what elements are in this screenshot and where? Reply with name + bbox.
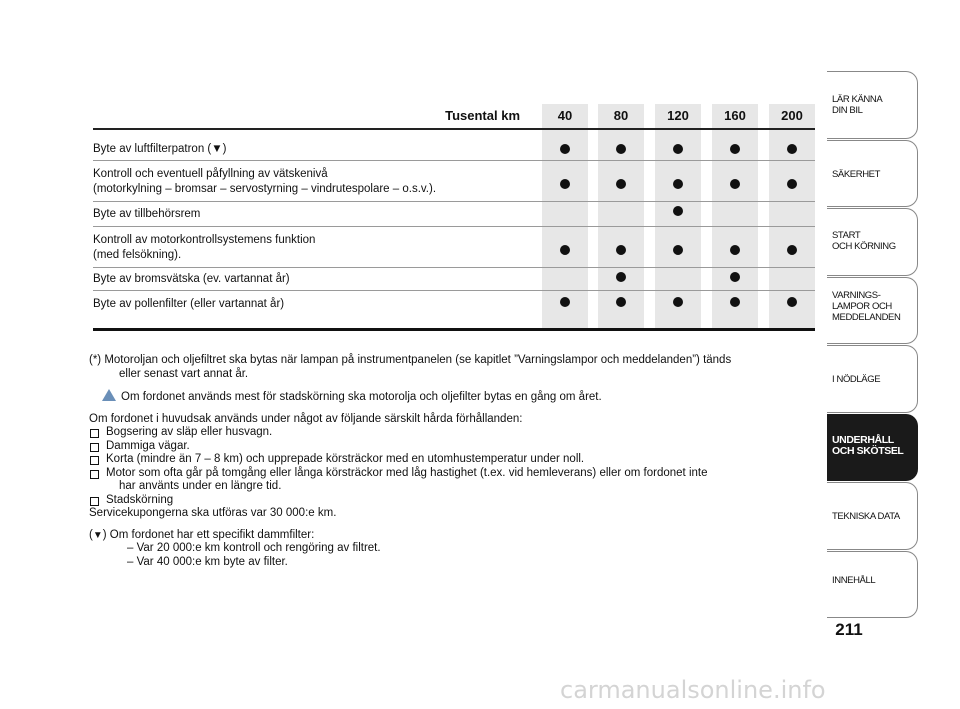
list-item: [89, 426, 809, 440]
interval-dot: [616, 272, 626, 282]
column-header: 200: [781, 108, 803, 123]
tab-tekniska-data[interactable]: [827, 482, 918, 550]
interval-dot: [787, 179, 797, 189]
column-band: [769, 104, 815, 328]
interval-dot: [560, 245, 570, 255]
interval-dot: [787, 144, 797, 154]
column-band: [542, 104, 588, 328]
row-label: Kontroll och eventuell påfyllning av vätskenivå: [93, 168, 328, 180]
checkbox-bullet-icon: [90, 470, 99, 479]
column-header: 160: [724, 108, 746, 123]
interval-dot: [787, 245, 797, 255]
bullet-text: Korta (mindre än 7 – 8 km) och upprepade körsträckor med en utomhustemperatur under noll.: [106, 453, 585, 465]
interval-dot: [560, 144, 570, 154]
bullet-text: Stadskörning: [106, 493, 174, 506]
watermark: carmanualsonline.info: [560, 676, 826, 704]
paren: (: [89, 528, 93, 541]
list-item: [89, 440, 809, 454]
warning-text: Om fordonet används mest för stadskörning ska motorolja och oljefilter bytas en gång om året.: [121, 391, 602, 403]
interval-dot: [560, 297, 570, 307]
row-label-cont: (med felsökning).: [93, 249, 182, 261]
interval-dot: [673, 179, 683, 189]
bullet-text: Dammiga vägar.: [106, 439, 190, 452]
row-label-cont: (motorkylning – bromsar – servostyrning – vindrutespolare – o.s.v.).: [93, 183, 437, 195]
row-separator: [93, 267, 815, 268]
column-band: [598, 104, 644, 328]
tab-sakerhet[interactable]: [827, 140, 918, 207]
checkbox-bullet-icon: [90, 456, 99, 465]
tab-start[interactable]: [827, 208, 918, 276]
tab-i-nodlage[interactable]: [827, 345, 918, 413]
notes-section: [89, 354, 809, 569]
tab-label: UNDERHÅLL OCH SKÖTSEL: [832, 434, 904, 457]
dust-filter-note: [89, 529, 809, 543]
interval-dot: [616, 144, 626, 154]
header-label: Tusental km: [445, 108, 520, 123]
interval-dot: [616, 179, 626, 189]
interval-dot: [673, 144, 683, 154]
column-header: 40: [557, 108, 573, 123]
table-bottom-rule: [93, 328, 815, 331]
list-item: [89, 453, 809, 467]
list-item: [89, 494, 809, 508]
row-separator: [93, 160, 815, 161]
interval-dot: [730, 144, 740, 154]
row-label: Kontroll av motorkontrollsystemens funktion: [93, 234, 316, 246]
row-label: Byte av tillbehörsrem: [93, 208, 201, 220]
column-band: [712, 104, 758, 328]
column-header: 120: [667, 108, 689, 123]
interval-dot: [730, 272, 740, 282]
dust-filter-line: – Var 20 000:e km kontroll och rengöring av filtret.: [127, 542, 381, 554]
tab-varningslampor[interactable]: [827, 277, 918, 344]
interval-dot: [730, 297, 740, 307]
tab-label: TEKNISKA DATA: [832, 511, 900, 522]
dust-filter-text: ) Om fordonet har ett specifikt dammfilter:: [102, 528, 315, 541]
row-separator: [93, 201, 815, 202]
row-separator: [93, 226, 815, 227]
interval-dot: [730, 245, 740, 255]
warning-note: [89, 389, 809, 405]
column-band: [655, 104, 701, 328]
bullet-text: Motor som ofta går på tomgång eller långa körsträckor med låg hastighet (t.ex. vid hemleverans) eller om fordonet inte: [106, 466, 708, 479]
bullet-text-cont: har använts under en längre tid.: [119, 480, 282, 492]
interval-dot: [616, 297, 626, 307]
checkbox-bullet-icon: [90, 429, 99, 438]
down-triangle-icon: ▼: [92, 529, 103, 541]
tab-label: VARNINGS- LAMPOR OCH MEDDELANDEN: [832, 290, 901, 323]
bullet-text: Bogsering av släp eller husvagn.: [106, 426, 273, 438]
row-label: Byte av luftfilterpatron (▼): [93, 143, 227, 155]
row-label: Byte av pollenfilter (eller vartannat år): [93, 298, 285, 310]
interval-dot: [560, 179, 570, 189]
tab-label: LÄR KÄNNA DIN BIL: [832, 94, 883, 116]
tab-innehall[interactable]: [827, 551, 918, 618]
interval-dot: [673, 297, 683, 307]
warning-triangle-icon: [102, 389, 116, 401]
interval-dot: [673, 206, 683, 216]
asterisk-note-cont: eller senast vart annat år.: [119, 367, 249, 380]
tab-label: I NÖDLÄGE: [832, 374, 881, 385]
tab-underhall[interactable]: [827, 414, 918, 481]
row-label: Byte av bromsvätska (ev. vartannat år): [93, 273, 290, 285]
asterisk-note: (*) Motoroljan och oljefiltret ska bytas när lampan på instrumentpanelen (se kapitlet ”Varningslampor och meddelanden”) tänds: [89, 354, 732, 366]
service-interval: Servicekupongerna ska utföras var 30 000:e km.: [89, 507, 337, 519]
interval-dot: [787, 297, 797, 307]
tab-label: INNEHÅLL: [832, 575, 876, 586]
column-header: 80: [613, 108, 629, 123]
tab-label: START OCH KÖRNING: [832, 230, 896, 252]
interval-dot: [673, 245, 683, 255]
checkbox-bullet-icon: [90, 497, 99, 506]
interval-dot: [616, 245, 626, 255]
row-separator: [93, 290, 815, 291]
page-number: 211: [835, 620, 863, 639]
interval-dot: [730, 179, 740, 189]
checkbox-bullet-icon: [90, 443, 99, 452]
tab-lar-kanna[interactable]: [827, 71, 918, 139]
list-item: [89, 467, 809, 481]
tab-label: SÄKERHET: [832, 169, 881, 180]
table-top-rule: [93, 128, 815, 130]
dust-filter-line: – Var 40 000:e km byte av filter.: [127, 555, 288, 568]
conditions-intro: Om fordonet i huvudsak används under något av följande särskilt hårda förhållanden:: [89, 412, 523, 425]
